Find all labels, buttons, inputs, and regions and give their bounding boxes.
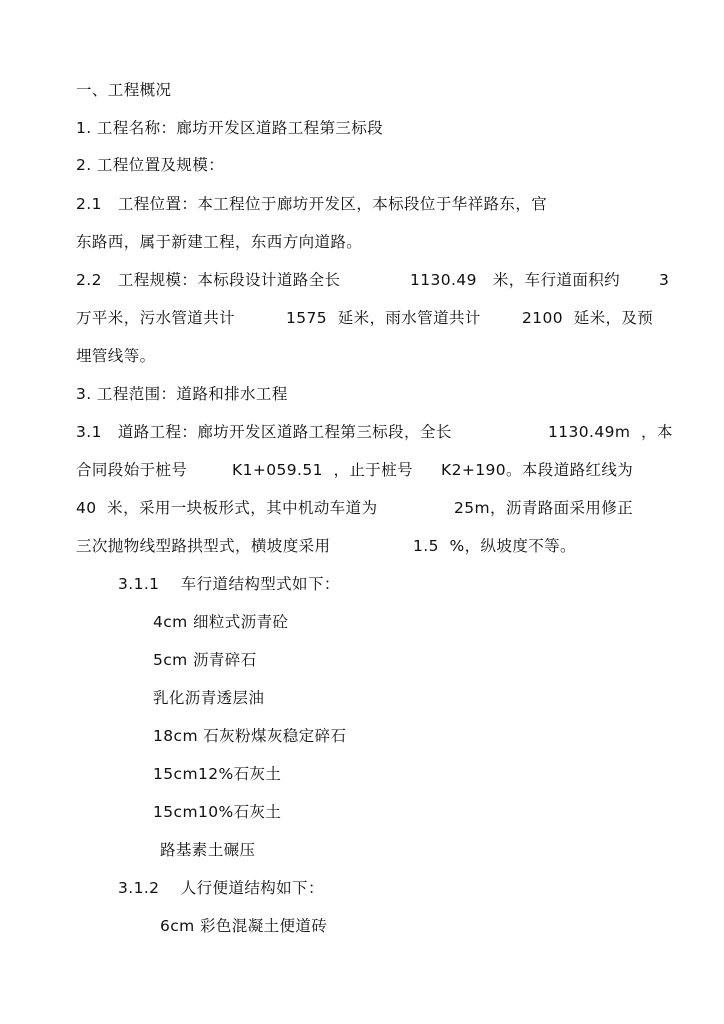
carriageway-structure-heading: 3.1.1 车行道结构型式如下： bbox=[118, 575, 340, 593]
scope-heading: 3. 工程范围：道路和排水工程 bbox=[76, 385, 288, 403]
road-line-4-part-b: 1.5 %，纵坡度不等。 bbox=[413, 537, 576, 555]
road-line-1-part-a: 3.1 道路工程：廊坊开发区道路工程第三标段，全长 bbox=[76, 423, 452, 441]
structure-layer-item: 乳化沥青透层油 bbox=[153, 689, 265, 707]
scale-line-2-part-c: 2100 延米，及预 bbox=[522, 309, 654, 327]
scale-line-1-part-c: 3 bbox=[659, 271, 670, 289]
structure-layer-item: 5cm 沥青碎石 bbox=[153, 651, 257, 669]
road-line-3-part-a: 40 米，采用一块板形式，其中机动车道为 bbox=[76, 499, 378, 517]
structure-layer-item: 18cm 石灰粉煤灰稳定碎石 bbox=[153, 727, 347, 745]
sidewalk-structure-heading: 3.1.2 人行便道结构如下： bbox=[118, 879, 324, 897]
structure-layer-item: 路基素土碾压 bbox=[160, 841, 256, 859]
location-scale-heading: 2. 工程位置及规模： bbox=[76, 156, 225, 174]
scale-line-3: 埋管线等。 bbox=[76, 347, 156, 365]
project-name-line: 1. 工程名称：廊坊开发区道路工程第三标段 bbox=[76, 119, 384, 137]
road-line-4-part-a: 三次抛物线型路拱型式，横坡度采用 bbox=[76, 537, 331, 555]
structure-layer-item: 15cm10%石灰土 bbox=[153, 803, 282, 821]
road-line-2-part-a: 合同段始于桩号 bbox=[76, 461, 188, 479]
road-line-1-part-b: 1130.49m ，本 bbox=[548, 423, 673, 441]
section-heading: 一、工程概况 bbox=[76, 81, 172, 99]
sidewalk-layer-item: 6cm 彩色混凝土便道砖 bbox=[160, 917, 328, 935]
location-line-1: 2.1 工程位置：本工程位于廊坊开发区，本标段位于华祥路东，官 bbox=[76, 195, 548, 213]
road-line-2-part-b: K1+059.51 ，止于桩号 bbox=[232, 461, 414, 479]
scale-line-2-part-b: 1575 延米，雨水管道共计 bbox=[286, 309, 481, 327]
road-line-2-part-c: K2+190。本段道路红线为 bbox=[441, 461, 634, 479]
location-line-2: 东路西，属于新建工程，东西方向道路。 bbox=[76, 233, 363, 251]
structure-layer-item: 15cm12%石灰土 bbox=[153, 765, 282, 783]
road-line-3-part-b: 25m，沥青路面采用修正 bbox=[454, 499, 634, 517]
structure-layer-item: 4cm 细粒式沥青砼 bbox=[153, 613, 289, 631]
scale-line-1-part-b: 1130.49 米，车行道面积约 bbox=[410, 271, 621, 289]
scale-line-2-part-a: 万平米，污水管道共计 bbox=[76, 309, 236, 327]
scale-line-1-part-a: 2.2 工程规模：本标段设计道路全长 bbox=[76, 271, 341, 289]
